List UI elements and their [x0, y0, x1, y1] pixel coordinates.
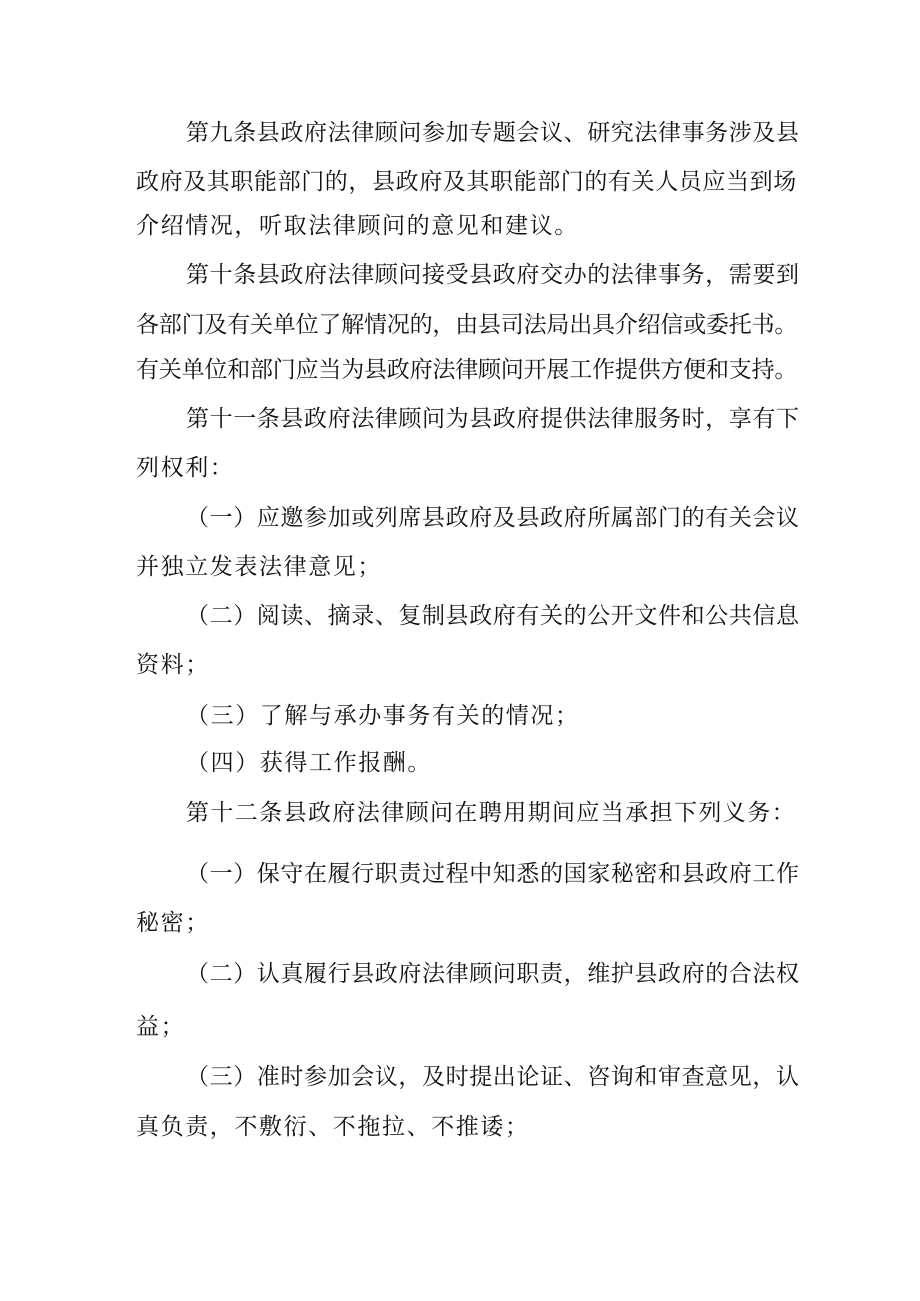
article-12-item-2-line-2: 益； — [136, 1014, 186, 1040]
article-11-item-2-line-2: 资料； — [136, 652, 210, 678]
article-10-line-3: 有关单位和部门应当为县政府法律顾问开展工作提供方便和支持。 — [136, 357, 798, 383]
article-9-line-3: 介绍情况，听取法律顾问的意见和建议。 — [136, 213, 579, 239]
article-12-item-1-line-1: （一）保守在履行职责过程中知悉的国家秘密和县政府工作 — [186, 861, 800, 887]
article-11-line-2: 列权利： — [136, 455, 235, 481]
article-12-line-1: 第十二条县政府法律顾问在聘用期间应当承担下列义务： — [186, 800, 796, 826]
article-11-item-1-line-1: （一）应邀参加或列席县政府及县政府所属部门的有关会议 — [186, 505, 800, 531]
article-11-item-2-line-1: （二）阅读、摘录、复制县政府有关的公开文件和公共信息 — [186, 603, 800, 629]
article-12-item-3-line-1: （三）准时参加会议，及时提出论证、咨询和审查意见，认 — [186, 1064, 800, 1090]
article-10-line-1: 第十条县政府法律顾问接受县政府交办的法律事务，需要到 — [186, 262, 800, 288]
article-12-item-3-line-2: 真负责，不敷衍、不拖拉、不推诿； — [136, 1114, 530, 1140]
article-11-item-4-line-1: （四）获得工作报酬。 — [186, 750, 432, 776]
article-11-line-1: 第十一条县政府法律顾问为县政府提供法律服务时，享有下 — [186, 406, 800, 432]
article-9-line-1: 第九条县政府法律顾问参加专题会议、研究法律事务涉及县 — [186, 120, 800, 146]
article-12-item-1-line-2: 秘密； — [136, 910, 210, 936]
article-10-line-2: 各部门及有关单位了解情况的，由县司法局出具介绍信或委托书。 — [136, 312, 798, 338]
article-11-item-3-line-1: （三）了解与承办事务有关的情况； — [186, 703, 580, 729]
article-12-item-2-line-1: （二）认真履行县政府法律顾问职责，维护县政府的合法权 — [186, 961, 800, 987]
article-11-item-1-line-2: 并独立发表法律意见； — [136, 554, 382, 580]
article-9-line-2: 政府及其职能部门的，县政府及其职能部门的有关人员应当到场 — [136, 169, 797, 195]
